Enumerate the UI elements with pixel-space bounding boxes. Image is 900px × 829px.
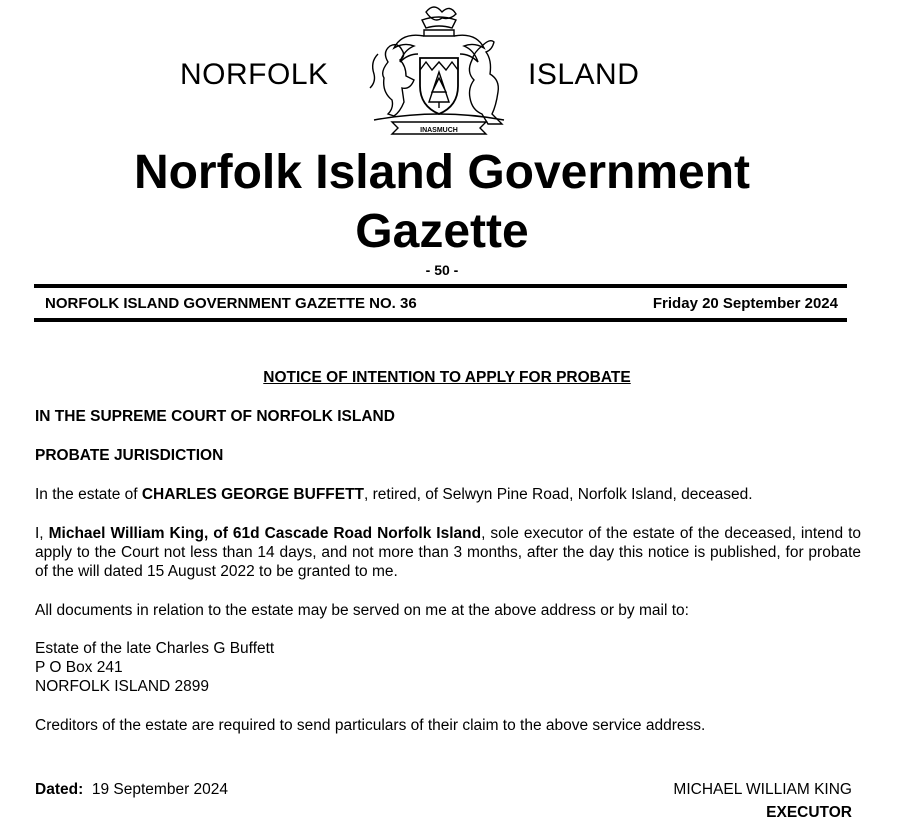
- gazette-title-line2: Gazette: [355, 205, 529, 258]
- estate-suffix: , retired, of Selwyn Pine Road, Norfolk Island, deceased.: [364, 486, 753, 503]
- dated-value: 19 September 2024: [91, 781, 229, 798]
- header-word-left: NORFOLK: [180, 58, 329, 91]
- gazette-date: Friday 20 September 2024: [652, 295, 838, 312]
- header-word-right: ISLAND: [528, 58, 640, 91]
- notice-heading: NOTICE OF INTENTION TO APPLY FOR PROBATE: [263, 369, 631, 386]
- jurisdiction: PROBATE JURISDICTION: [35, 447, 224, 464]
- executor-identity: Michael William King, of 61d Cascade Road Norfolk Island: [48, 525, 482, 542]
- documents-paragraph: All documents in relation to the estate may be served on me at the above address or by mail to:: [35, 602, 689, 619]
- top-rule: [34, 284, 847, 288]
- dated-label: Dated: [35, 781, 79, 798]
- declaration-suffix: , sole executor of the estate of the deceased, intend to apply to the Court not less than 14 days, and not more than 3 months, after the day this notice is published, for probate of the will dated 15 August 2022 to be granted to me.: [35, 525, 862, 580]
- bottom-rule: [34, 318, 847, 322]
- service-address: [35, 639, 274, 696]
- address-line: NORFOLK ISLAND 2899: [35, 678, 210, 695]
- address-line: Estate of the late Charles G Buffett: [35, 640, 275, 657]
- declaration-paragraph: [35, 524, 861, 581]
- crest-motto: INASMUCH: [420, 127, 458, 134]
- page-number: - 50 -: [425, 262, 459, 278]
- dated-line: Dated: 19 September 2024: [35, 781, 229, 798]
- gazette-title-line1: Norfolk Island Government: [133, 146, 751, 199]
- coat-of-arms-icon: [364, 2, 514, 138]
- creditors-paragraph: Creditors of the estate are required to send particulars of their claim to the above service address.: [35, 717, 706, 734]
- gazette-issue: NORFOLK ISLAND GOVERNMENT GAZETTE NO. 36: [45, 295, 417, 312]
- declaration-prefix: I,: [35, 525, 49, 542]
- signatory-name: MICHAEL WILLIAM KING: [673, 781, 852, 798]
- deceased-name: CHARLES GEORGE BUFFETT: [141, 486, 365, 503]
- estate-prefix: In the estate of: [35, 486, 142, 503]
- estate-paragraph: [35, 485, 753, 504]
- address-line: P O Box 241: [35, 659, 123, 676]
- court-name: IN THE SUPREME COURT OF NORFOLK ISLAND: [35, 408, 395, 425]
- signatory-role: EXECUTOR: [766, 804, 852, 821]
